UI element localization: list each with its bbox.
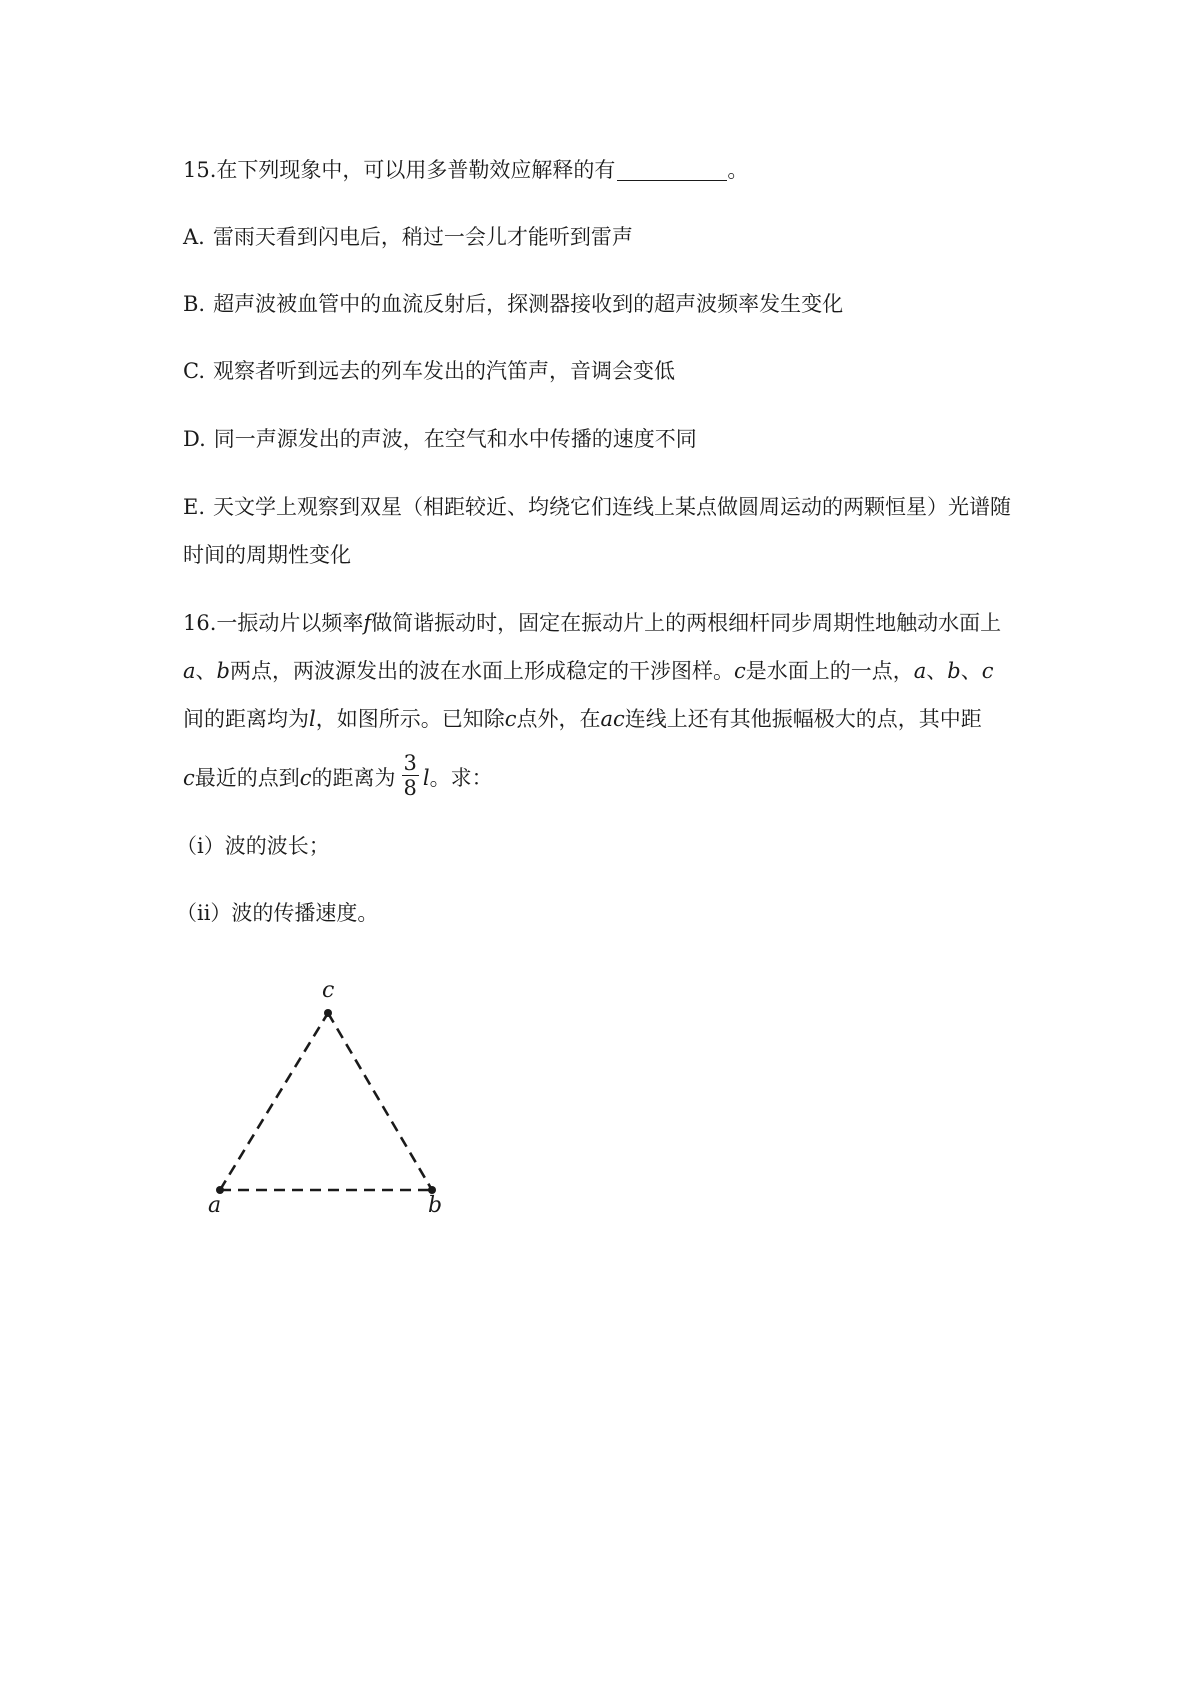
triangle-figure bbox=[190, 975, 460, 1218]
label-c: c bbox=[322, 978, 335, 1003]
sub-question-i: （i）波的波长； bbox=[176, 834, 330, 858]
question-16-line-4: c最近的点到c的距离为 $\frac{3}{8}$ l。求： bbox=[183, 751, 493, 800]
triangle-diagram bbox=[190, 975, 460, 1218]
var-b: b bbox=[947, 659, 961, 683]
var-c: c bbox=[504, 707, 517, 731]
label-a: a bbox=[208, 1193, 222, 1218]
option-c: C. 观察者听到远去的列车发出的汽笛声，音调会变低 bbox=[183, 359, 675, 383]
var-l: l bbox=[422, 766, 430, 790]
option-b: B. 超声波被血管中的血流反射后，探测器接收到的超声波频率发生变化 bbox=[183, 292, 844, 316]
answer-blank[interactable] bbox=[617, 158, 727, 181]
point-c bbox=[324, 1009, 332, 1017]
fraction-three-eighths: $\frac{3}{8}$ bbox=[403, 751, 417, 800]
var-c: c bbox=[183, 766, 195, 790]
option-d: D. 同一声源发出的声波，在空气和水中传播的速度不同 bbox=[183, 427, 697, 451]
var-a: a bbox=[183, 659, 196, 683]
question-16-line-3: 间的距离均为l，如图所示。已知除c点外，在ac连线上还有其他振幅极大的点，其中距 bbox=[183, 707, 982, 731]
question-16-line-1: 16.一振动片以频率f做简谐振动时，固定在振动片上的两根细杆同步周期性地触动水面上 bbox=[183, 611, 1002, 635]
question-15-stem: 15.在下列现象中，可以用多普勒效应解释的有 。 bbox=[183, 158, 749, 182]
var-f: f bbox=[363, 611, 372, 635]
var-c: c bbox=[733, 659, 746, 683]
var-c: c bbox=[299, 766, 312, 790]
side-ac bbox=[220, 1013, 328, 1190]
option-a: A. 雷雨天看到闪电后，稍过一会儿才能听到雷声 bbox=[183, 225, 633, 249]
option-e-continued: 时间的周期性变化 bbox=[183, 543, 351, 567]
option-e: E. 天文学上观察到双星（相距较近、均绕它们连线上某点做圆周运动的两颗恒星）光谱随 bbox=[183, 495, 1012, 519]
var-c: c bbox=[981, 659, 994, 683]
label-b: b bbox=[428, 1193, 443, 1218]
var-b: b bbox=[216, 659, 230, 683]
side-cb bbox=[328, 1013, 432, 1190]
var-a: a bbox=[913, 659, 927, 683]
var-ac: ac bbox=[600, 707, 625, 731]
sub-question-ii: （ii）波的传播速度。 bbox=[176, 901, 379, 925]
var-l: l bbox=[309, 707, 316, 731]
question-16-line-2: a、b两点，两波源发出的波在水面上形成稳定的干涉图样。c是水面上的一点，a、b、c bbox=[183, 659, 994, 683]
